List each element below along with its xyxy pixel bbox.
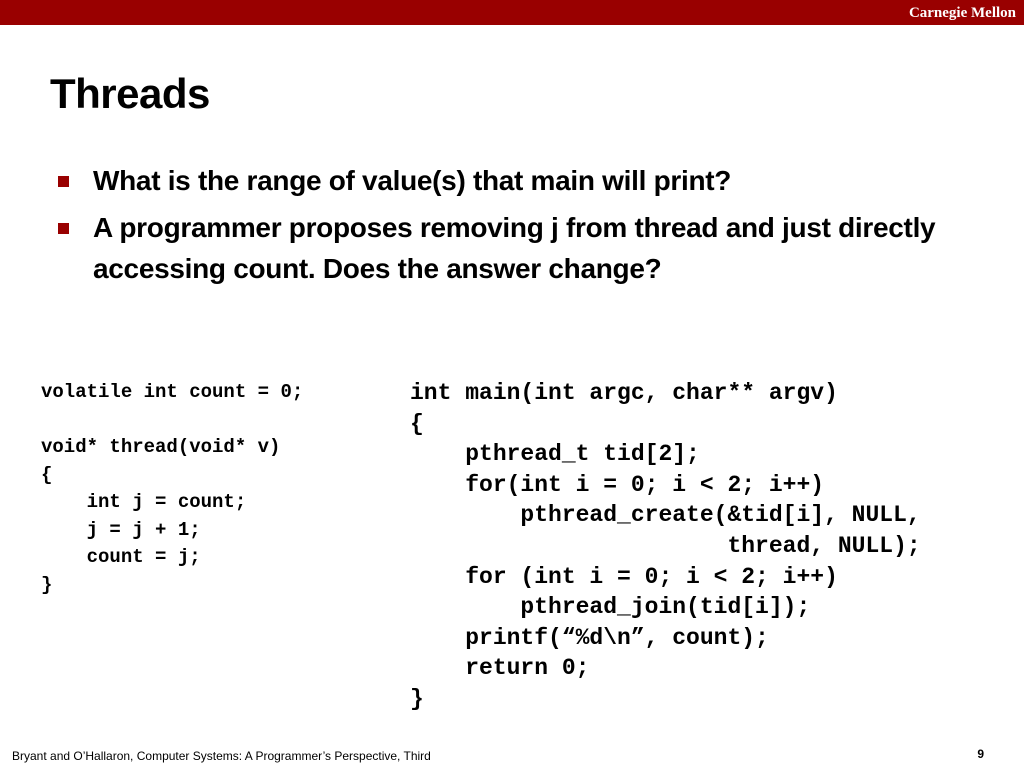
bullet-item <box>56 160 956 201</box>
page-number: 9 <box>977 747 984 761</box>
bullet-item <box>56 207 956 289</box>
footer-citation: Bryant and O’Hallaron, Computer Systems: A Programmer’s Perspective, Third <box>12 749 431 763</box>
bullet-text: What is the range of value(s) that main will print? <box>93 165 732 196</box>
header-bar <box>0 0 1024 25</box>
square-bullet-icon <box>58 223 69 234</box>
bullet-text: A programmer proposes removing j from thread and just directly accessing count. Does the answer change? <box>93 212 936 284</box>
square-bullet-icon <box>58 176 69 187</box>
slide-title: Threads <box>50 70 210 117</box>
brand-label: Carnegie Mellon <box>908 5 1016 21</box>
bullet-list <box>56 160 956 289</box>
main-function-code: int main(int argc, char** argv) { pthread_t tid[2]; for(int i = 0; i < 2; i++) pthread_create(&tid[i], NULL, thread, NULL); for (int i = 0; i < 2; i++) pthread_join(tid[i]); printf(“%d\n”, count); return 0; } <box>410 380 921 712</box>
thread-function-code: volatile int count = 0; void* thread(void* v) { int j = count; j = j + 1; count = j; } <box>41 381 304 596</box>
